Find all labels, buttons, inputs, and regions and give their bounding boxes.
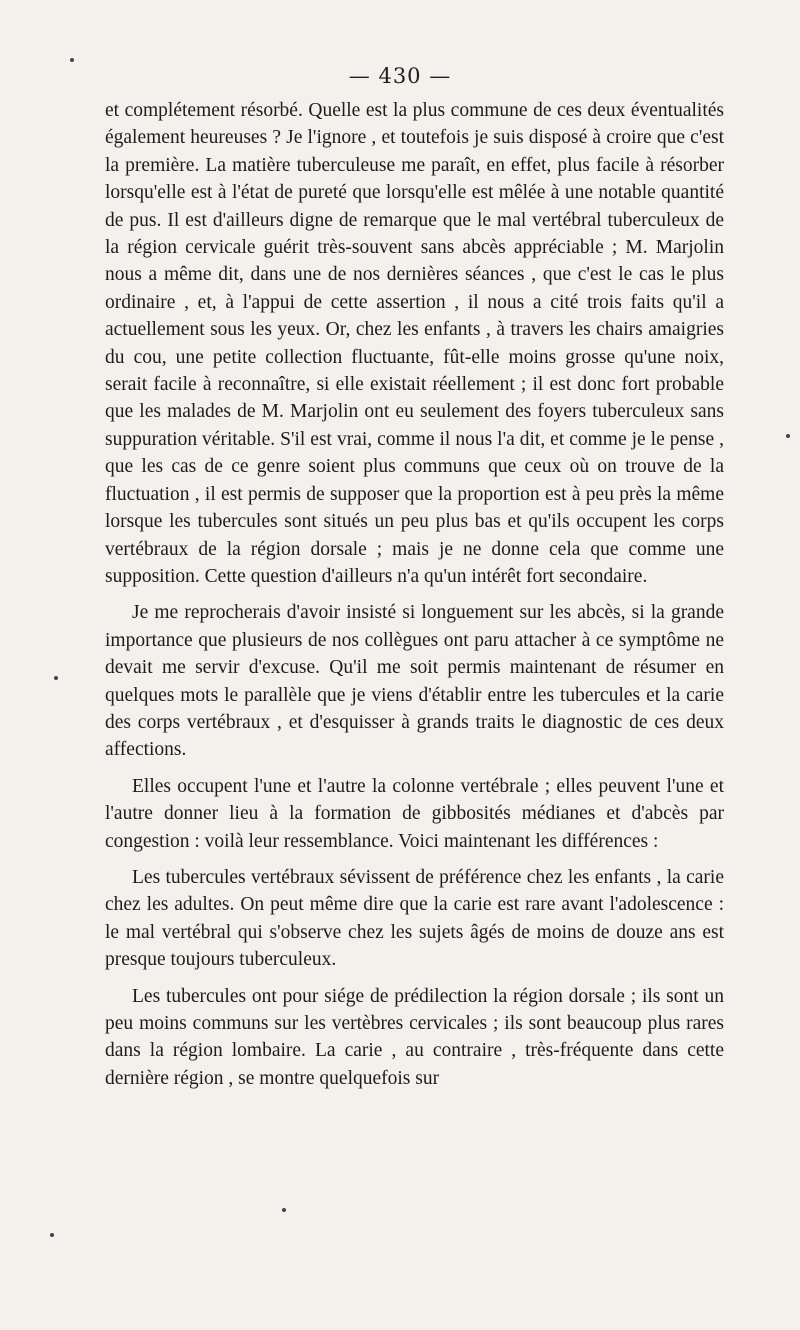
paragraph: Les tubercules vertébraux sévissent de préférence chez les enfants , la carie chez les adultes. On peut même dire que la carie est rare avant l'adolescence : le mal vertébral qui s'observe chez les sujets âgés de moins de douze ans est presque toujours tuberculeux. (105, 866, 724, 971)
paragraph: et complétement résorbé. Quelle est la plus commune de ces deux éventualités également heureuses ? Je l'ignore , et toutefois je suis disposé à croire que c'est la première. La matière tuberculeuse me paraît, en effet, plus facile à résorber lorsqu'elle est à l'état de pureté que lorsqu'elle est mêlée à une notable quantité de pus. Il est d'ailleurs digne de remarque que le mal vertébral tuberculeux de la région cervicale guérit très-souvent sans abcès appréciable ; M. Marjolin nous a même dit, dans une de nos dernières séances , que c'est le cas le plus ordinaire , et, à l'appui de cette assertion , il nous a cité trois faits qu'il a actuellement sous les yeux. Or, chez les enfants , à travers les chairs amaigries du cou, une petite collection fluctuante, fût-elle moins grosse qu'une noix, serait facile à reconnaître, si elle existait réellement ; il est donc fort probable que les malades de M. Marjolin ont eu seulement des foyers tuberculeux sans suppuration véritable. S'il est vrai, comme il nous l'a dit, et comme je le pense , que les cas de ce genre soient plus communs que ceux où on trouve de la fluctuation , il est permis de supposer que la proportion est à peu près la même lorsque les tubercules sont situés un peu plus bas et qu'ils occupent les corps vertébraux de la région dorsale ; mais je ne donne cela que comme une supposition. Cette question d'ailleurs n'a qu'un intérêt fort secondaire. (105, 100, 724, 587)
ink-speck (54, 676, 58, 680)
ink-speck (786, 434, 790, 438)
paragraph: Les tubercules ont pour siége de prédilection la région dorsale ; ils sont un peu moins communs sur les vertèbres cervicales ; ils sont beaucoup plus rares dans la région lombaire. La carie , au contraire , très-fréquente dans cette dernière région , se montre quelquefois sur (105, 985, 724, 1089)
ink-speck (282, 1208, 286, 1212)
ink-speck (50, 1233, 54, 1237)
paragraph: Je me reprocherais d'avoir insisté si longuement sur les abcès, si la grande importance que plusieurs de nos collègues ont paru attacher à ce symptôme ne devait me servir d'excuse. Qu'il me soit permis maintenant de résumer en quelques mots le parallèle que je viens d'établir entre les tubercules et la carie des corps vertébraux , et d'esquisser à grands traits le diagnostic de ces deux affections. (105, 602, 724, 761)
body-text (105, 97, 724, 1092)
ink-speck (70, 58, 74, 62)
page-number: — 430 — (348, 64, 452, 88)
paragraph: Elles occupent l'une et l'autre la colonne vertébrale ; elles peuvent l'une et l'autre donner lieu à la formation de gibbosités médianes et d'abcès par congestion : voilà leur ressemblance. Voici maintenant les différences : (105, 775, 724, 852)
